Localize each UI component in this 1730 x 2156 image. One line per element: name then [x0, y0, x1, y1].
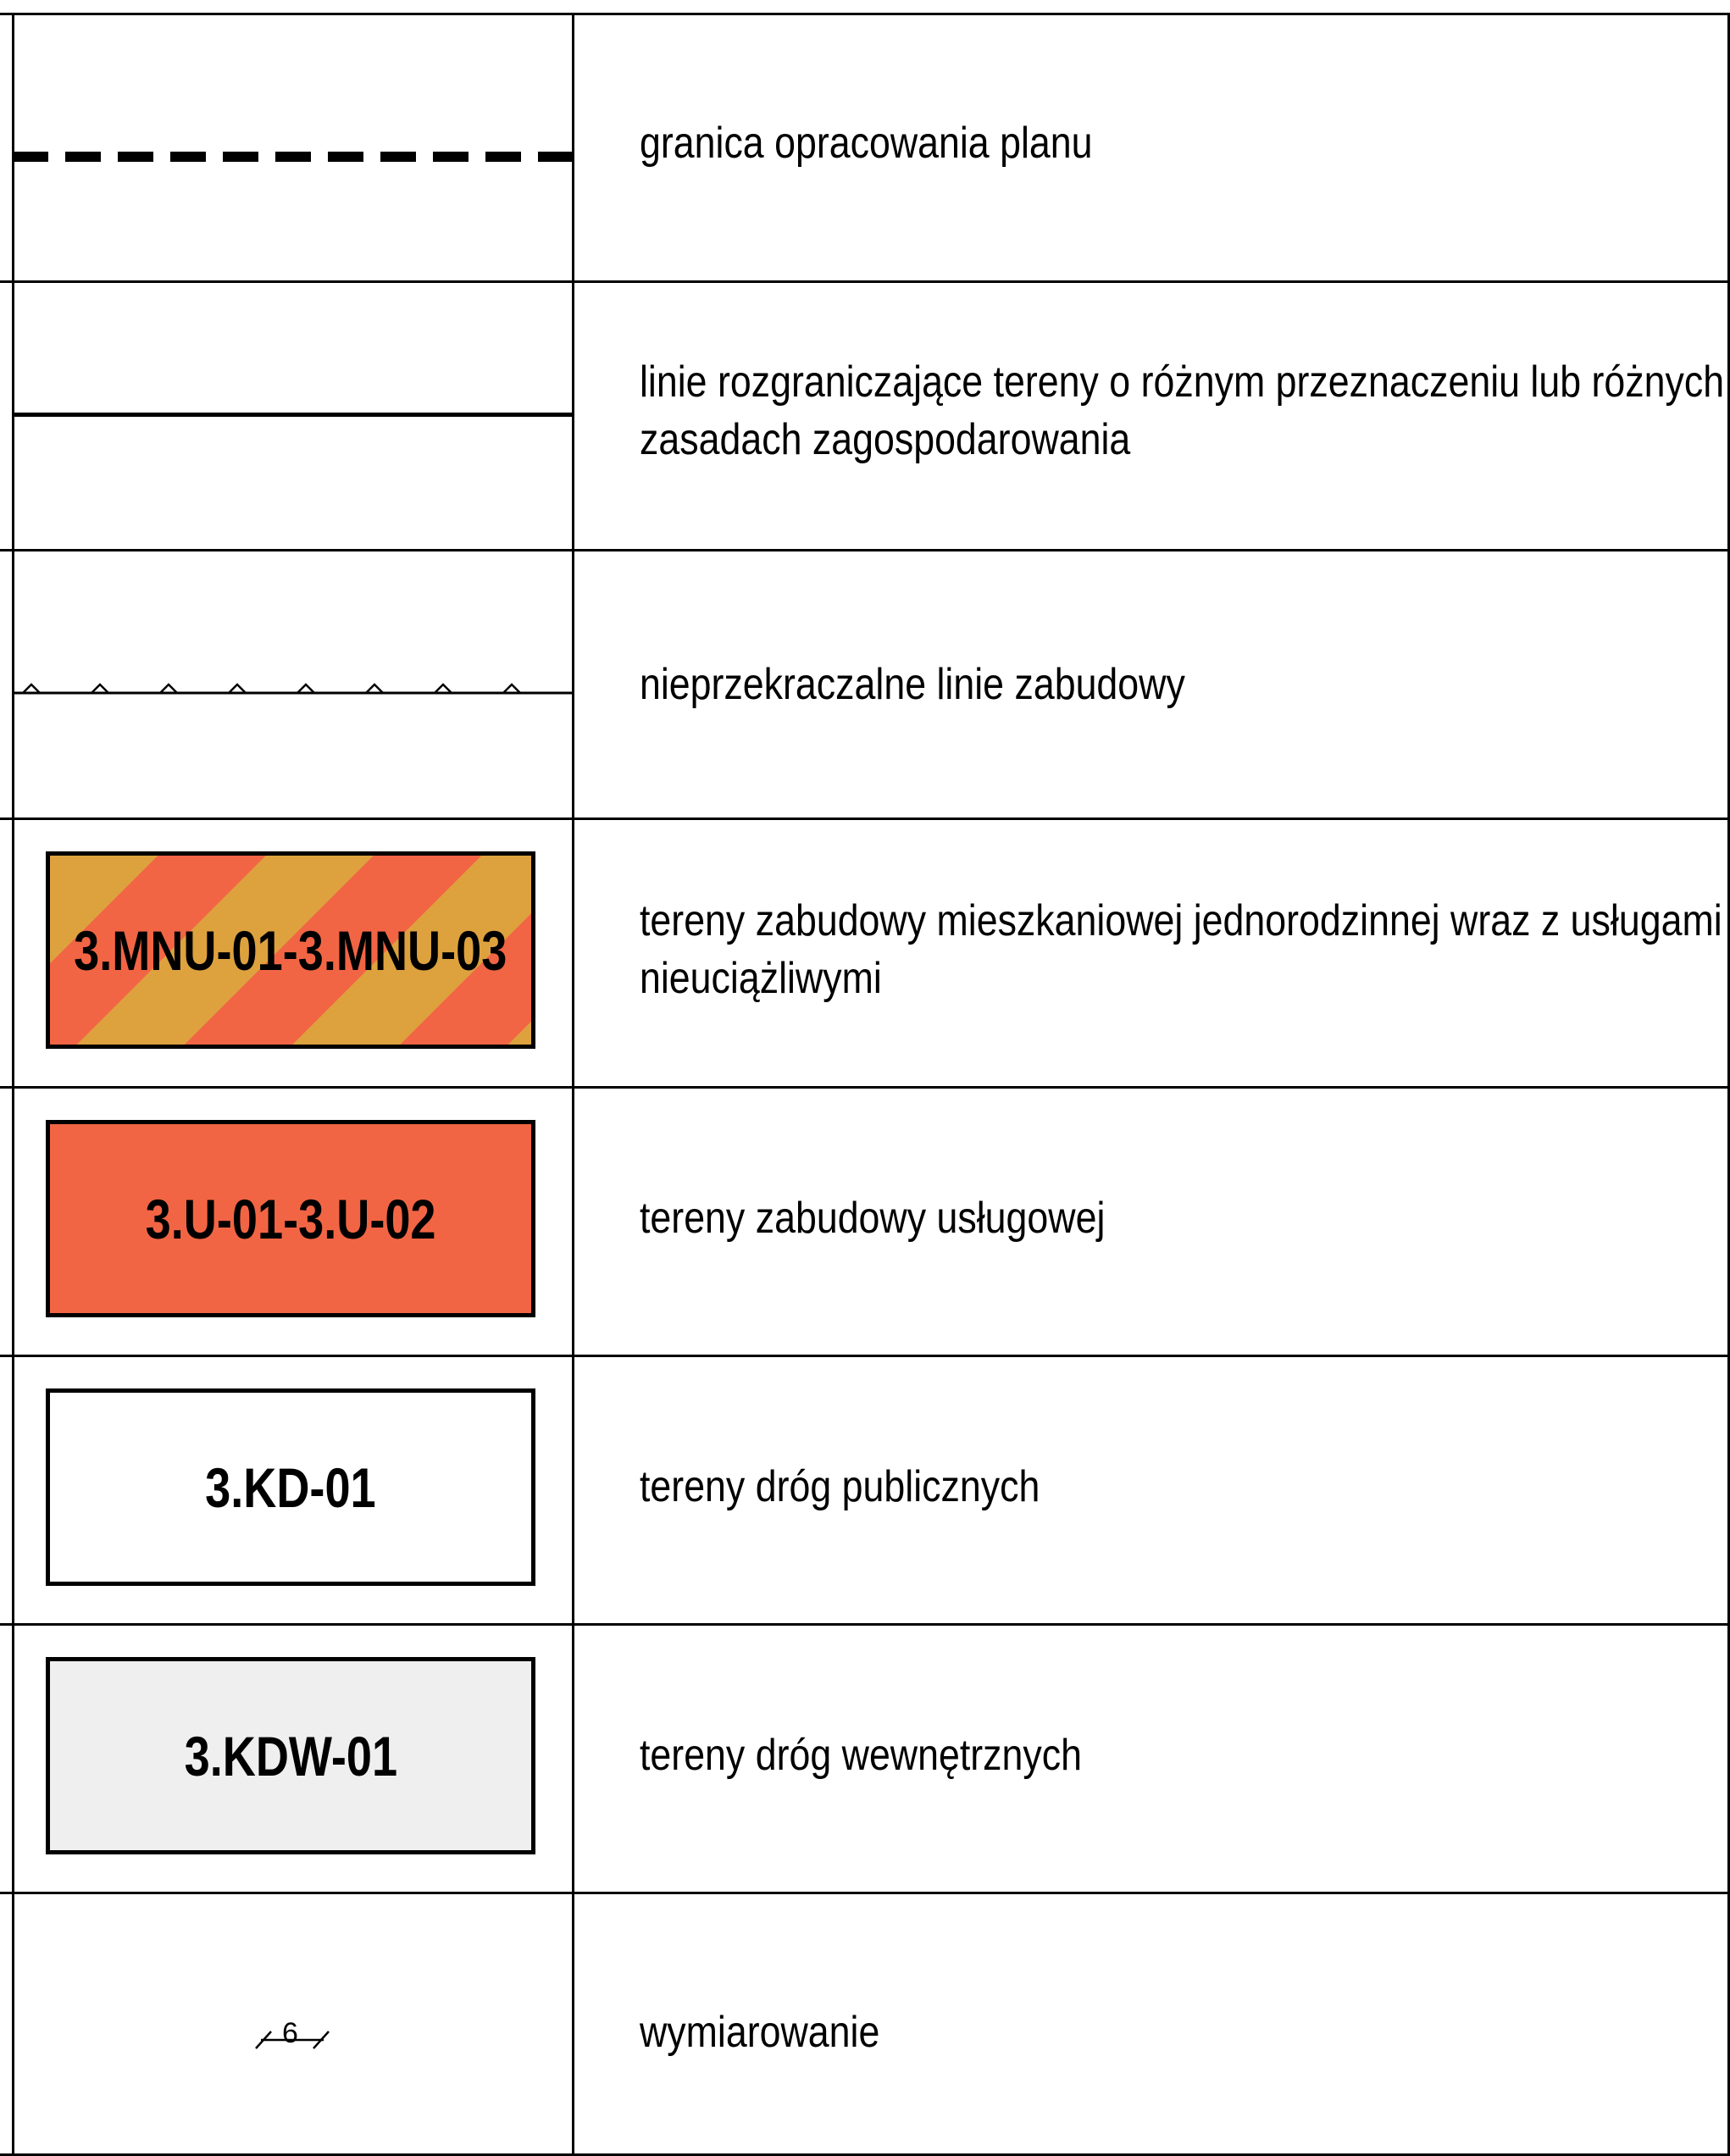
mnu-label: 3.MNU-01-3.MNU-03	[74, 918, 507, 982]
solid-line-symbol	[13, 413, 574, 417]
legend-description: tereny dróg wewnętrznych	[640, 1731, 1082, 1780]
legend-description: tereny zabudowy usługowej	[640, 1194, 1106, 1243]
legend-description-line2: zasadach zagospodarowania	[640, 415, 1131, 464]
legend-description-line1: tereny zabudowy mieszkaniowej jednorodzinnej wraz z usługami	[640, 896, 1722, 945]
dimension-value: 6	[282, 2017, 298, 2049]
legend-row-dimension	[0, 1892, 1730, 2153]
building-line-symbol	[13, 668, 574, 701]
kd-symbol-box	[46, 1388, 535, 1586]
legend-row-demarcation-lines	[0, 280, 1730, 549]
kdw-label: 3.KDW-01	[184, 1724, 397, 1787]
legend-row-kd	[0, 1355, 1730, 1623]
legend-row-plan-boundary	[0, 13, 1730, 280]
legend-description: tereny dróg publicznych	[640, 1462, 1040, 1511]
legend-row-building-line	[0, 549, 1730, 818]
legend-description-line2: nieuciążliwymi	[640, 954, 882, 1003]
u-label: 3.U-01-3.U-02	[145, 1187, 436, 1250]
kd-label: 3.KD-01	[205, 1455, 376, 1519]
legend-description: wymiarowanie	[640, 2008, 880, 2057]
kdw-symbol-box	[46, 1657, 535, 1854]
legend-description: granica opracowania planu	[640, 119, 1093, 168]
legend-row-kdw	[0, 1623, 1730, 1892]
legend-row-mnu	[0, 818, 1730, 1086]
mnu-symbol-box	[46, 851, 535, 1049]
u-symbol-box	[46, 1120, 535, 1317]
legend-description: nieprzekraczalne linie zabudowy	[640, 660, 1185, 709]
dashed-line-symbol	[13, 140, 574, 174]
legend-description-line1: linie rozgraniczające tereny o różnym przeznaczeniu lub różnych	[640, 357, 1725, 407]
legend-row-u	[0, 1086, 1730, 1355]
